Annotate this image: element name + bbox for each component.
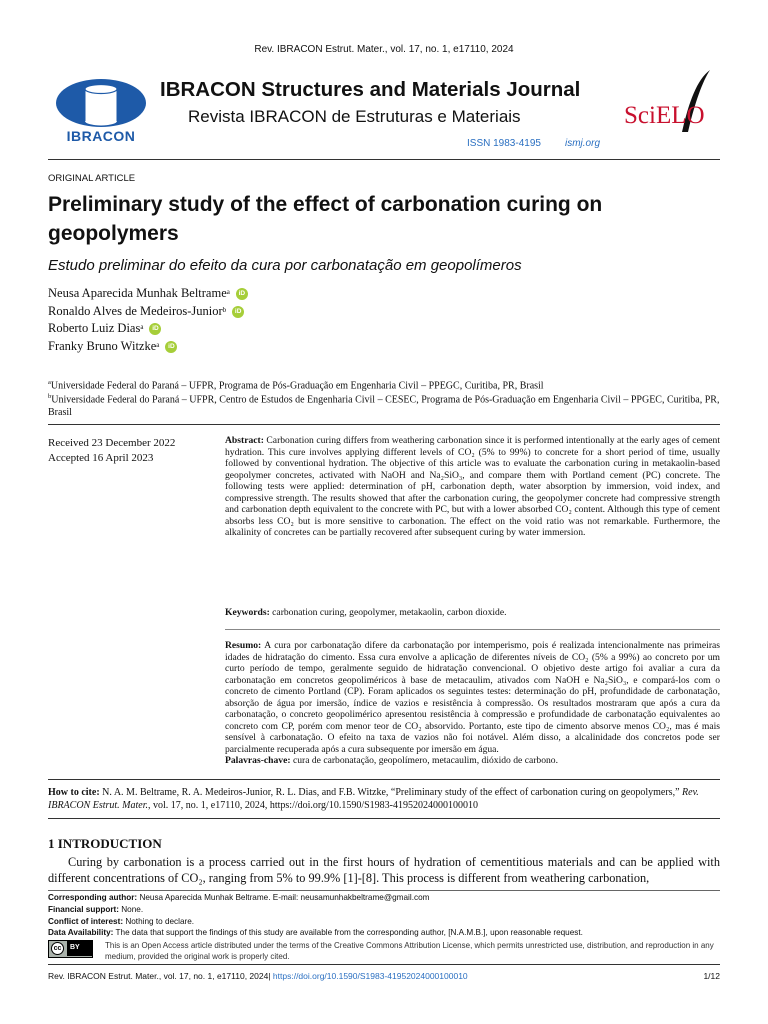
abstract-text: Carbonation curing differs from weathering carbonation since it is performed intentionally at the early ages of cement hydration. This cure involves applying different levels of CO₂ (5% to 99%) to concrete for a short period of time, usually followed by conventional hydration. The objective of this article was to evaluate the carbonation curing in metakaolin-based geopolymer concretes, activated with NaOH and Na₂SiO₃, and compare them with Portland cement (PC) concrete. The following tests were applied: determination of pH, carbonation depth, water absorption by immersion, void index, and compressive strength. The results showed that after the carbonation curing, the geopolymer concrete had compressive strength and carbonation depth equivalent to the concrete with PC, but with a lower absorbed CO₂ content. Although this type of cement absorbs less CO₂ but is more sensitive to carbonation. The effect on the void ratio was not remarkable. Furthermore, the alkalinity of concretes can be partially recovered after subsequent curing by water immersion. — [225, 435, 721, 538]
orcid-icon[interactable]: iD — [232, 306, 244, 318]
abstract-divider — [225, 629, 720, 630]
author-affil-sup: a — [140, 322, 144, 331]
financial-text: None. — [121, 905, 144, 914]
affiliation-b — [48, 390, 720, 419]
scielo-logo — [622, 66, 714, 142]
abstract — [225, 435, 720, 539]
author-affil-sup: b — [222, 305, 227, 314]
orcid-icon[interactable]: iD — [149, 323, 161, 335]
cite-authors: N. A. M. Beltrame, R. A. Medeiros-Junior, R. L. Dias, and F.B. Witzke, “Preliminary study of the effect of carbonation curing on geopolymers,” — [102, 787, 680, 798]
header-citation: Rev. IBRACON Estrut. Mater., vol. 17, no. 1, e17110, 2024 — [254, 44, 514, 55]
footnote-data — [48, 928, 583, 937]
ibracon-logo — [55, 76, 147, 146]
introduction-paragraph — [48, 854, 720, 886]
journal-site-link[interactable]: ismj.org — [565, 138, 601, 149]
affiliation-text: Universidade Federal do Paraná – UFPR, Centro de Estudos de Engenharia Civil – CESEC, Programa de Pós-Graduação em Engenharia Civil – PPGEC, Curitiba, PR, Brasil — [48, 394, 720, 419]
author-name: Roberto Luiz Dias — [48, 321, 141, 335]
ibracon-logo-text: IBRACON — [66, 128, 136, 144]
affiliation-text: Universidade Federal do Paraná – UFPR, Programa de Pós-Graduação em Engenharia Civil – PPEGC, Curitiba, PR, Brasil — [50, 380, 544, 392]
corresponding-label: Corresponding author: — [48, 893, 138, 902]
article-type: ORIGINAL ARTICLE — [48, 173, 136, 184]
author-2 — [48, 304, 244, 319]
orcid-icon[interactable]: iD — [236, 288, 248, 300]
license-text: This is an Open Access article distributed under the terms of the Creative Commons Attribution License, which permits unrestricted use, distribution, and reproduction in any medium, provided the original work is properly cited. — [105, 941, 714, 961]
author-1 — [48, 286, 248, 301]
how-to-cite-label: How to cite: — [48, 787, 100, 798]
cc-by-license-badge[interactable] — [48, 940, 93, 958]
journal-title-en: IBRACON Structures and Materials Journal — [160, 78, 581, 101]
affiliation-sup: a — [48, 379, 51, 386]
section-heading-introduction: 1 INTRODUCTION — [48, 836, 162, 851]
resumo-text: A cura por carbonatação difere da carbonatação por intemperismo, pois é realizada intencionalmente nas primeiras idades de hidratação do cimento. Essa cura envolve a aplicação de diferentes níveis de CO₂ (5% a 99%) ao concreto por um curto período de tempo, geralmente seguido de hidratação convencional. O objetivo deste artigo foi avaliar a cura da carbonatação em concretos geopoliméricos à base de metacaulim, ativados com NaOH e Na₂SiO₃, e compará-los com o concreto de cimento Portland (CP). Foram aplicados os seguintes testes: determinação do pH, profundidade de carbonatação, absorção de água por imersão, índice de vazios e resistência à compressão. Os resultados mostraram que após a cura da carbonatação, o concreto geopolimérico apresentou resistência à compressão e profundidade de carbonatação equivalentes ao concreto com CP, porém com menor teor de CO₂ absorvido. Portanto, este tipo de cimento absorve menos CO₂, mas é mais sensível à carbonatação. O efeito na taxa de vazios não foi notável. Além disso, a alcalinidade dos concretos pode ser parcialmente recuperada após a cura subsequente por imersão em água. — [225, 640, 721, 755]
footnote-corresponding — [48, 893, 429, 902]
footer-citation-text: Rev. IBRACON Estrut. Mater., vol. 17, no. 1, e17110, 2024| — [48, 971, 271, 981]
orcid-icon[interactable]: iD — [165, 341, 177, 353]
footer-citation — [48, 971, 468, 981]
author-name: Ronaldo Alves de Medeiros-Junior — [48, 304, 223, 318]
cite-rule-top — [48, 779, 720, 780]
article-subtitle: Estudo preliminar do efeito da cura por carbonatação em geopolímeros — [48, 257, 522, 274]
author-affil-sup: a — [226, 287, 230, 296]
accepted-date: Accepted 16 April 2023 — [48, 452, 154, 464]
footnote-rule — [48, 890, 720, 891]
palavras-label: Palavras-chave: — [225, 755, 291, 766]
keywords-text: carbonation curing, geopolymer, metakaolin, carbon dioxide. — [272, 607, 507, 618]
cite-journal: Rev. IBRACON Estrut. Mater. — [48, 787, 699, 811]
page-number: 1/12 — [703, 971, 720, 981]
conflict-label: Conflict of interest: — [48, 917, 124, 926]
corresponding-text: Neusa Aparecida Munhak Beltrame. E-mail: neusamunhakbeltrame@gmail.com — [139, 893, 430, 902]
footer-doi-link[interactable]: https://doi.org/10.1590/S1983-41952024000100010 — [272, 971, 468, 981]
introduction-text: Curing by carbonation is a process carried out in the first hours of hydration of cementitious materials and can be applied with different concentrations of CO₂, ranging from 5% to 99.9% [1]-[8]. This process is different from weathering carbonation, — [48, 855, 720, 885]
conflict-text: Nothing to declare. — [125, 917, 195, 926]
journal-title-pt: Revista IBRACON de Estruturas e Materiais — [188, 107, 521, 126]
article-dates — [48, 436, 175, 466]
issn: ISSN 1983-4195 — [467, 138, 541, 149]
footnote-conflict — [48, 917, 194, 926]
author-name: Franky Bruno Witzke — [48, 339, 157, 353]
author-4 — [48, 339, 177, 354]
affiliation-rule — [48, 424, 720, 425]
palavras-text: cura de carbonatação, geopolímero, metacaulim, dióxido de carbono. — [292, 755, 559, 766]
palavras-chave — [225, 755, 720, 767]
author-affil-sup: a — [156, 340, 160, 349]
financial-label: Financial support: — [48, 905, 119, 914]
footer-rule — [48, 964, 720, 965]
footnote-financial — [48, 905, 143, 914]
cc-by-text: BY — [70, 944, 80, 951]
received-date: Received 23 December 2022 — [48, 437, 176, 449]
article-title: Preliminary study of the effect of carbonation curing on geopolymers — [48, 193, 603, 245]
resumo — [225, 640, 720, 755]
author-name: Neusa Aparecida Munhak Beltrame — [48, 286, 227, 300]
cite-rule-bottom — [48, 818, 720, 819]
cc-icon: cc — [51, 942, 64, 955]
cite-rest: , vol. 17, no. 1, e17110, 2024, https://doi.org/10.1590/S1983-41952024000100010 — [148, 799, 479, 811]
abstract-label: Abstract: — [225, 435, 264, 446]
affiliation-sup: b — [48, 393, 52, 400]
data-label: Data Availability: — [48, 928, 114, 937]
header-rule — [48, 159, 720, 160]
data-text: The data that support the findings of this study are available from the corresponding author, [N.A.M.B.], upon reasonable request. — [115, 928, 583, 937]
resumo-label: Resumo: — [225, 640, 262, 651]
scielo-text: SciELO — [624, 102, 705, 129]
keywords-label: Keywords: — [225, 607, 270, 618]
how-to-cite — [48, 787, 720, 812]
keywords — [225, 607, 720, 619]
author-3 — [48, 321, 161, 336]
